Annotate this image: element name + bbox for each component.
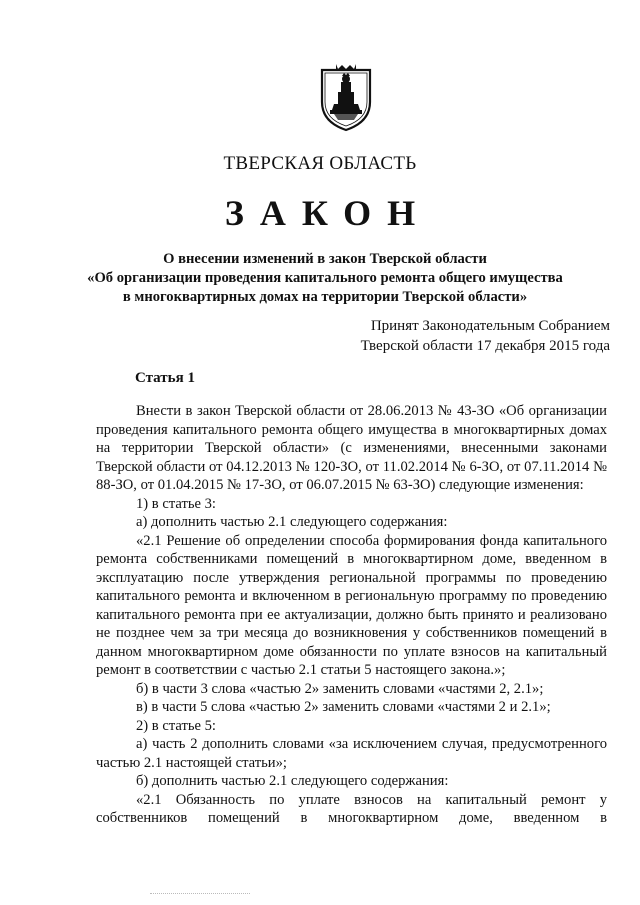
paragraph: а) часть 2 дополнить словами «за исключением случая, предусмотренного частью 2.1 настоящей статьи»; bbox=[96, 736, 607, 771]
scan-artifact-line bbox=[150, 893, 250, 894]
paragraph: 2) в статье 5: bbox=[136, 717, 216, 734]
law-subject-line: «Об организации проведения капитального ремонта общего имущества bbox=[87, 270, 563, 286]
law-subject-line: О внесении изменений в закон Тверской области bbox=[163, 251, 487, 267]
article-title: Статья 1 bbox=[135, 370, 195, 386]
paragraph: б) дополнить частью 2.1 следующего содержания: bbox=[136, 773, 449, 789]
law-subject-line: в многоквартирных домах на территории Тверской области» bbox=[122, 289, 528, 305]
paragraph: Внести в закон Тверской области от 28.06.2013 № 43-ЗО «Об организации проведения капитального ремонта общего имущества в многоквартирных домах на территории Тверской области» (с изменениями, внесенными законами Тверской области от 04.12.2013 № 120-ЗО, от 11.02.2014 № 6-ЗО, от 07.11.2014 № 88-ЗО, от 01.04.2015 № 17-ЗО, от 06.07.2015 № 63-ЗО) следующие изменения: bbox=[96, 403, 607, 493]
adoption-note bbox=[361, 316, 610, 356]
paragraph: «2.1 Решение об определении способа формирования фонда капитального ремонта собственниками помещений в многоквартирном доме, введенном в эксплуатацию после утверждения региональной программы по проведению капитального ремонта и включенном в региональную программу по проведению капитального ремонта при ее актуализации, должно быть принято и реализовано не позднее чем за три месяца до возникновения у собственников помещений в данном многоквартирном доме обязанности по уплате взносов на капитальный ремонт в соответствии с частью 2.1 статьи 5 настоящего закона.»; bbox=[96, 532, 607, 678]
paragraph: в) в части 5 слова «частью 2» заменить словами «частями 2 и 2.1»; bbox=[136, 699, 551, 715]
adoption-note-line: Принят Законодательным Собранием bbox=[370, 318, 610, 334]
paragraph: б) в части 3 слова «частью 2» заменить словами «частями 2, 2.1»; bbox=[136, 680, 544, 697]
article-body bbox=[96, 402, 607, 828]
adoption-note-line: Тверской области 17 декабря 2015 года bbox=[360, 338, 610, 354]
law-subject bbox=[60, 250, 590, 307]
paragraph: 1) в статье 3: bbox=[136, 495, 216, 512]
paragraph: «2.1 Обязанность по уплате взносов на капитальный ремонт у собственников помещений в многоквартирном доме, введенном в bbox=[96, 791, 607, 826]
region-title: ТВЕРСКАЯ ОБЛАСТЬ bbox=[223, 153, 417, 174]
paragraph: а) дополнить частью 2.1 следующего содержания: bbox=[136, 514, 448, 530]
document-type-title: ЗАКОН bbox=[224, 193, 432, 233]
coat-of-arms-icon bbox=[316, 62, 376, 132]
